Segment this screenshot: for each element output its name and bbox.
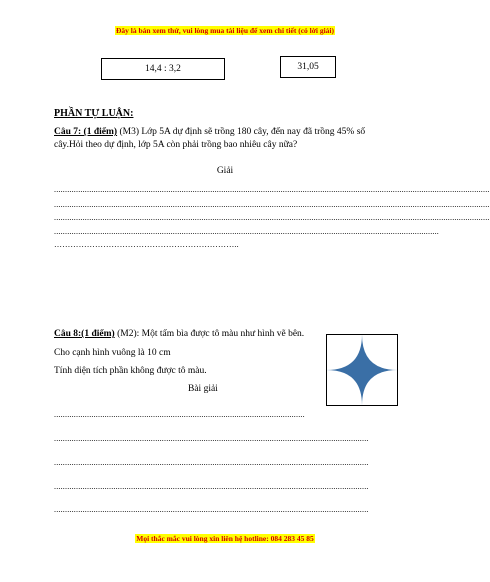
answer-line: ...................................................................................................................................................................................................... [54, 200, 490, 209]
question-7-text-line-2: cây.Hỏi theo dự định, lớp 5A còn phải trồng bao nhiêu cây nữa? [54, 140, 298, 150]
answer-line: ............................................................................................................................................... [54, 482, 369, 491]
answer-line: ………………………………………………………….. [54, 240, 239, 249]
question-8-text-line-2: Cho cạnh hình vuông là 10 cm [54, 348, 171, 358]
shaded-square-figure [326, 334, 398, 406]
question-8-label: Câu 8:(1 điểm) [54, 329, 115, 339]
question-8-solution-label: Bài giải [188, 384, 218, 394]
answer-box-2: 31,05 [280, 56, 336, 78]
section-title: PHẦN TỰ LUẬN: [54, 108, 134, 119]
question-7-text-line-1: Lớp 5A dự định sẽ trồng 180 cây, đến nay đã trồng 45% số [141, 127, 366, 137]
answer-line: ............................................................................................................................................................................... [54, 227, 439, 236]
preview-notice-text: Đây là bản xem thử, vui lòng mua tài liệu để xem chi tiết (có lời giải) [115, 26, 335, 35]
question-7 [54, 126, 404, 152]
question-8-text-line-3: Tính diện tích phần không được tô màu. [54, 366, 207, 376]
preview-notice-banner [0, 26, 450, 35]
hotline-banner [0, 534, 450, 543]
question-7-level: (M3) [119, 127, 139, 137]
answer-line: ............................................................................................................................................... [54, 458, 369, 467]
answer-line: ............................................................................................................................................... [54, 505, 369, 514]
question-8 [54, 328, 344, 341]
question-8-text-line-1: Một tấm bìa được tô màu như hình vẽ bên. [141, 329, 305, 339]
question-7-label: Câu 7: (1 điểm) [54, 127, 118, 137]
question-8-level: (M2): [117, 329, 140, 339]
hotline-text: Mọi thắc mắc vui lòng xin liên hệ hotline: 084 283 45 85 [136, 534, 314, 543]
question-7-solution-label: Giải [216, 166, 234, 176]
answer-line: ...................................................................................................................................................................................................... [54, 213, 490, 222]
answer-line: .................................................................................................................. [54, 410, 305, 419]
answer-box-1: 14,4 : 3,2 [101, 58, 225, 80]
answer-line: ...................................................................................................................................................................................................... [54, 185, 490, 194]
answer-line: ............................................................................................................................................... [54, 434, 369, 443]
